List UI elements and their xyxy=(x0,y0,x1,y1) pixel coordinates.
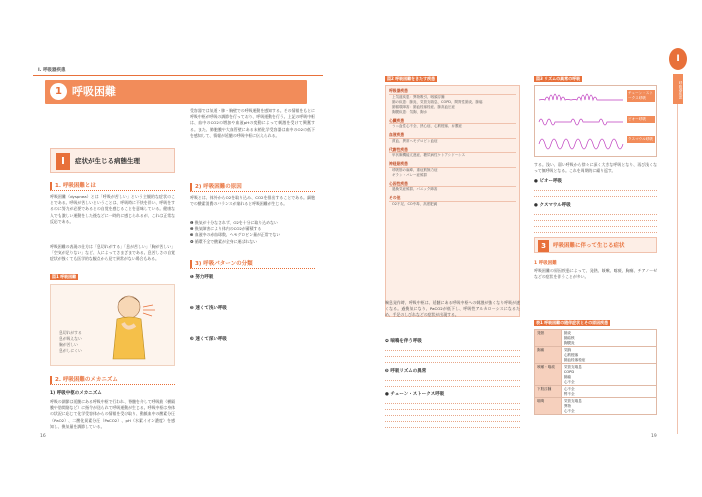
list-item: ❶ 努力呼吸 xyxy=(190,275,214,280)
table-cell-symptom: 発熱 xyxy=(535,330,562,347)
cause-item: 気管支喘息 xyxy=(563,398,582,403)
right-page xyxy=(357,38,702,445)
table-caption xyxy=(534,320,610,326)
symptom-table xyxy=(534,329,657,415)
subsection-h3: ❹ 喘鳴を伴う呼吸 xyxy=(385,339,422,344)
figure-box xyxy=(50,284,175,366)
table-cell-causes xyxy=(561,347,656,364)
table-cell-causes xyxy=(561,364,656,386)
disease-group-title: 代謝性疾患 xyxy=(389,147,516,154)
text-lines xyxy=(534,185,657,199)
disease-item: 上気道疾患：異物吸引、咽頭浮腫 xyxy=(392,94,445,99)
list-item: ❸ 血液中の赤血球数、ヘモグロビン量が正常でない xyxy=(190,232,281,238)
subsection-h3: 1) 呼吸中枢のメカニズム xyxy=(50,391,102,396)
body-text: する。浅い、弱い呼吸から徐々に深く大きな呼吸となり、再び浅くなって無呼吸となる。これを周期的に繰り返す。 xyxy=(534,162,657,174)
cause-item: 肺血栓塞栓症 xyxy=(563,357,586,362)
unit-title: 呼吸困難に伴って生じる症状 xyxy=(553,243,625,249)
subsection-h3: ● クスマウル呼吸 xyxy=(534,203,571,208)
body-text: 受容器では気道・肺・胸壁での呼吸運動を感知する。その情報をもとに呼吸中枢が呼吸の調節を行っており、呼吸運動を行う。上記の呼吸中枢は、血中のCO2の増加や血液pHの変動によって刺激を受けて興奮する。また、肺胞膜や大血管壁にある末梢化学受容器は血中のO2の低下を感知して、情報が延髄の呼吸中枢に伝えられる。 xyxy=(190,108,315,138)
list-item: ❶ 換気が十分なされず、O2を十分に取り込めない xyxy=(190,220,278,225)
disease-group-title: 心臓疾患 xyxy=(389,118,516,125)
table-cell-causes xyxy=(561,330,656,347)
text-lines xyxy=(385,375,520,389)
disease-item: 貧血、異常ヘモグロビン血症 xyxy=(392,138,438,143)
cause-item: 肺炎 xyxy=(563,330,572,335)
chapter-number: 1 xyxy=(50,83,67,100)
cause-item: 肺癌 xyxy=(563,374,572,379)
disease-group-title: 心因性疾患 xyxy=(389,181,516,188)
disease-group-title: 呼吸器疾患 xyxy=(389,88,516,95)
rhythm-label: チェーン・ストークス呼吸 xyxy=(627,90,655,102)
body-text: 喘息発作時、呼吸中枢は、延髄にある呼吸中枢への刺激が強くなり呼吸が速くなる。過換気になり、PaCO2が低下し、呼吸性アルカローシスになるため、手足のしびれなどの症状が出現する。 xyxy=(385,300,520,318)
divider xyxy=(33,75,323,76)
pattern-list xyxy=(190,274,315,343)
subsection-h3: 1 呼吸困難 xyxy=(534,261,557,266)
disease-group-title: その他 xyxy=(389,195,516,202)
body-text: 呼吸とは、体外からO2を取り込み、CO2を排出することである。細胞での酸素消費のバランスが崩れると呼吸困難が生じる。 xyxy=(190,195,315,207)
cause-item: 心不全 xyxy=(563,408,575,413)
table-row xyxy=(535,398,657,415)
side-tab-label: 呼吸器疾患 xyxy=(673,74,683,104)
table-cell-causes xyxy=(561,386,656,398)
disease-group-title: 神経筋疾患 xyxy=(389,161,516,168)
text-lines xyxy=(385,398,520,430)
cause-item: 気管支喘息 xyxy=(563,364,582,369)
list-item: ❷ 速くて浅い呼吸 xyxy=(190,306,227,311)
figure-label-list xyxy=(59,330,82,354)
disease-item: 甲状腺機能亢進症、糖尿病性ケトアシドーシス xyxy=(392,153,466,157)
chapter-title: 呼吸困難 xyxy=(72,85,116,98)
cause-item: 肺結核 xyxy=(563,335,575,340)
cause-item: COPD xyxy=(563,369,575,374)
figure-label: 息がしにくい xyxy=(59,348,82,353)
page-number: 19 xyxy=(651,434,657,439)
subsection-title: 3) 呼吸パターンの分類 xyxy=(190,260,315,269)
left-page xyxy=(8,38,329,445)
list-item: ❸ 速くて深い呼吸 xyxy=(190,337,227,342)
cause-item: 気胸 xyxy=(563,347,572,352)
table-row xyxy=(535,386,657,398)
table-row xyxy=(535,364,657,386)
disease-item: 呼吸筋の麻痺、重症筋無力症 xyxy=(392,167,438,172)
body-text: 呼吸困難の原因疾患によって、発熱、咳嗽、喀痰、胸痛、チアノーゼなどの症状を伴うことが多い。 xyxy=(534,268,657,280)
section-label: I. 呼吸器疾患 xyxy=(38,68,66,73)
table-cell-symptom: 咳嗽・喀痰 xyxy=(535,364,562,386)
cause-item: 心不全 xyxy=(563,379,575,384)
cause-item: 心不全 xyxy=(563,386,575,391)
chapter-header xyxy=(45,80,307,104)
disease-list-box xyxy=(385,85,520,317)
disease-item: O2不足、CO中毒、高度肥満 xyxy=(392,201,438,206)
disease-item: うっ血性心不全、狭心症、心筋梗塞、弁膜症 xyxy=(392,124,462,128)
subsection-h3: ● チェーン・ストークス呼吸 xyxy=(385,392,445,397)
figure-caption xyxy=(534,76,582,82)
rhythm-figure xyxy=(534,85,657,157)
side-rule xyxy=(677,104,678,434)
disease-groups xyxy=(389,88,516,207)
unit-number: 3 xyxy=(538,240,549,252)
figure-caption xyxy=(50,274,78,280)
body-text: 呼吸の調節は延髄にある呼吸中枢で行われ、脊髄を介して呼吸筋（横隔膜や肋間筋など）に指令が送られて呼吸運動が生じる。呼吸中枢は身体の状況に応じて化学受容体からの情報を受け取り、動脈血中の酸素分圧（PaO2）、二酸化炭素分圧（PaCO2）、pH（水素イオン濃度）を感知し、換気量を調節している。 xyxy=(50,399,175,429)
subsection-title: 2) 呼吸困難の原因 xyxy=(190,183,315,192)
cause-list xyxy=(190,220,315,245)
side-tab-number: I xyxy=(669,48,687,70)
table-cell-symptom: 胸痛 xyxy=(535,347,562,364)
disease-item: 胸膜疾患：気胸、胸水 xyxy=(392,109,427,114)
table-row xyxy=(535,347,657,364)
subsection-h3: ❺ 呼吸リズムの異常 xyxy=(385,369,427,374)
disease-item: 肺循環障害：肺血栓塞栓症、肺高血圧症 xyxy=(392,104,455,109)
text-lines xyxy=(385,345,520,365)
figure-caption xyxy=(385,76,437,82)
unit-number: Ⅰ xyxy=(56,153,70,170)
cause-item: 異物 xyxy=(563,403,572,408)
cause-item: 心筋梗塞 xyxy=(563,352,579,357)
table-cell-symptom: 喘鳴 xyxy=(535,398,562,415)
rhythm-label: ビオー呼吸 xyxy=(627,116,655,123)
body-text: 呼吸困難（dyspnea）とは「呼吸が苦しい」という主観的な症状のことである。呼吸が苦しいということは、呼吸時に不快を伴い、呼吸をするのに努力が必要であるとの自覚を感じることを意味している。健康な人でも激しい運動をした後などに一時的に感じられるが、これは正常な反応である。 xyxy=(50,194,175,224)
figure-tag: 図1 呼吸困難 xyxy=(52,274,77,279)
disease-item: 肺の疾患：肺炎、気管支喘息、COPD、間質性肺炎、肺癌 xyxy=(392,99,483,104)
figure-tag: 図2 呼吸困難をきたす疾患 xyxy=(387,76,436,81)
table xyxy=(534,329,657,415)
text-lines xyxy=(534,209,657,235)
person-illustration xyxy=(99,289,169,364)
figure-tag: 図3 リズムの異常の呼吸 xyxy=(536,76,581,81)
rhythm-waveforms xyxy=(537,88,625,156)
disease-group-title: 血液疾患 xyxy=(389,132,516,139)
disease-item: 過換気症候群、パニック障害 xyxy=(392,187,438,191)
disease-item: ギラン・バレー症候群 xyxy=(392,172,427,177)
subsection-h3: ● ビオー呼吸 xyxy=(534,179,562,184)
unit-header xyxy=(50,148,175,173)
cause-item: 胸膜炎 xyxy=(563,340,575,345)
body-text: 呼吸困難の表現の仕方は「息切れがする」「息が苦しい」「胸が苦しい」「空気が足りない」など、人によってさまざまである。息苦しさの自覚症状が強くても医学的な観点から見て異常がない場合もある。 xyxy=(50,244,175,262)
subsection-title: 2. 呼吸困難のメカニズム xyxy=(50,376,175,385)
list-item: ❹ 循環不全で酸素が全身に運ばれない xyxy=(190,238,257,244)
figure-label: 胸が苦しい xyxy=(59,342,78,347)
cause-item: 腎不全 xyxy=(563,391,575,396)
rhythm-label: クスマウル呼吸 xyxy=(627,136,655,143)
list-item: ❷ 換気障害により体内のCO2が蓄積する xyxy=(190,226,262,232)
figure-label: 息が吸えない xyxy=(59,336,82,341)
table-cell-causes xyxy=(561,398,656,415)
figure-label: 息切れがする xyxy=(59,330,82,335)
unit-header xyxy=(534,237,657,253)
table-tag: 表1 呼吸困難の随伴症状とその原因疾患 xyxy=(536,320,609,325)
subsection-title: 1. 呼吸困難とは xyxy=(50,182,175,191)
page-number: 16 xyxy=(40,434,46,439)
table-cell-symptom: 下肢浮腫 xyxy=(535,386,562,398)
table-row xyxy=(535,330,657,347)
unit-title: 症状が生じる病態生理 xyxy=(75,157,140,165)
